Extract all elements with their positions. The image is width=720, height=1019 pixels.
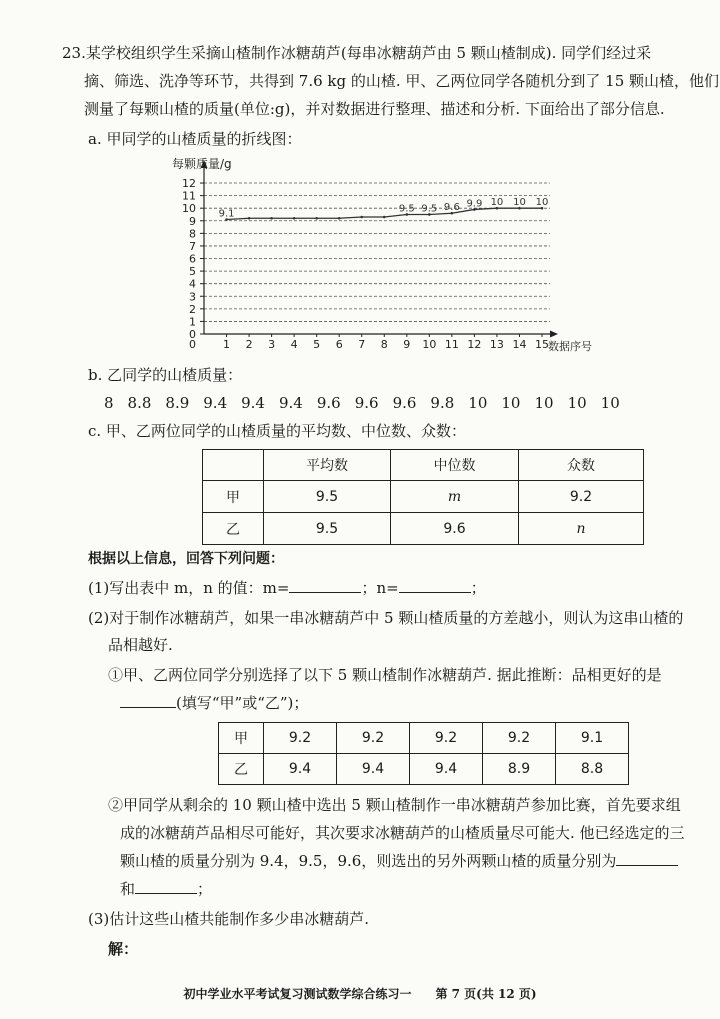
stats-cell: 9.2 — [519, 481, 644, 513]
data-point — [383, 216, 386, 219]
b-value: 8.8 — [127, 394, 152, 412]
q1-line — [88, 577, 486, 599]
m-answer-blank[interactable] — [289, 578, 361, 593]
b-value: 9.4 — [241, 394, 265, 412]
stats-header-row — [203, 450, 644, 481]
stats-cell: m — [391, 481, 519, 513]
stats-header-corner — [203, 450, 264, 481]
stats-cell: 9.6 — [391, 513, 519, 545]
selection-cell: 9.4 — [410, 754, 483, 785]
line-chart — [160, 148, 620, 358]
selection-cell: 甲 — [219, 723, 264, 754]
q2a-line2 — [120, 692, 308, 714]
data-point — [338, 217, 341, 220]
b-value: 8.9 — [165, 394, 190, 412]
y-tick-label: 6 — [189, 252, 196, 266]
selection-cell: 9.2 — [410, 723, 483, 754]
b-value: 9.4 — [203, 394, 228, 412]
better-quality-blank[interactable] — [120, 693, 176, 708]
q23-intro-line3: 测量了每颗山楂的质量(单位:g)，并对数据进行整理、描述和分析. 下面给出了部分信息. — [84, 100, 665, 118]
selection-row-yi — [219, 754, 629, 785]
x-tick-label: 15 — [535, 338, 549, 351]
selection-cell: 9.4 — [337, 754, 410, 785]
q23-intro-line2: 摘、筛选、洗净等环节，共得到 7.6 kg 的山楂. 甲、乙两位同学各随机分到了 15 颗山楂，他们 — [84, 72, 720, 90]
chart-ylabel: 每颗质量/g — [172, 157, 232, 171]
page-footer: 初中学业水平考试复习测试数学综合练习一 第 7 页(共 12 页) — [183, 987, 537, 1001]
x-tick-label: 14 — [512, 338, 527, 351]
fourth-mass-blank[interactable] — [616, 851, 678, 866]
y-tick-label: 10 — [182, 202, 196, 216]
stats-cell: 9.5 — [264, 481, 391, 513]
b-value: 9.6 — [392, 394, 417, 412]
y-tick-label: 1 — [189, 315, 196, 329]
stats-row-yi — [203, 513, 644, 545]
data-point — [315, 217, 318, 220]
part-b-label: b. 乙同学的山楂质量： — [88, 366, 243, 384]
solution-label: 解： — [108, 940, 139, 958]
stats-table — [202, 449, 644, 545]
data-label: 10 — [535, 197, 549, 209]
q2a-hint: (填写“甲”或“乙”)； — [176, 694, 309, 712]
data-point — [270, 217, 273, 220]
q2b-line1: ②甲同学从剩余的 10 颗山楂中选出 5 颗山楂制作一串冰糖葫芦参加比赛，首先要求组 — [108, 796, 681, 814]
x-tick-label: 10 — [422, 338, 437, 351]
q23-intro-line1: 23.某学校组织学生采摘山楂制作冰糖葫芦(每串冰糖葫芦由 5 颗山楂制成). 同学们经过采 — [62, 44, 652, 62]
q2a-line1: ①甲、乙两位同学分别选择了以下 5 颗山楂制作冰糖葫芦. 据此推断：品相更好的是 — [108, 666, 662, 684]
y-tick-label: 2 — [189, 302, 196, 316]
answer-intro: 根据以上信息，回答下列问题： — [88, 551, 284, 567]
x-tick-label: 3 — [268, 338, 276, 351]
fifth-mass-blank[interactable] — [135, 879, 197, 894]
selection-cell: 9.4 — [264, 754, 337, 785]
y-tick-label: 5 — [189, 265, 196, 279]
stats-row-jia — [203, 481, 644, 513]
chart-xlabel: 数据序号 — [548, 340, 592, 353]
q2b-line3 — [120, 850, 678, 872]
q1-sep: ；n= — [361, 579, 399, 597]
x-tick-label: 1 — [223, 338, 231, 351]
data-label: 9.5 — [421, 203, 438, 215]
stats-cell: 乙 — [203, 513, 264, 545]
x-tick-label: 5 — [313, 338, 321, 351]
q2b-line3-text: 颗山楂的质量分别为 9.4，9.5，9.6，则选出的另外两颗山楂的质量分别为 — [120, 852, 617, 870]
data-label: 9.1 — [218, 208, 235, 220]
b-value: 10 — [468, 394, 488, 412]
x-tick-label: 13 — [489, 338, 504, 351]
selection-row-jia — [219, 723, 629, 754]
b-value: 10 — [600, 394, 620, 412]
q1-text: (1)写出表中 m，n 的值：m= — [88, 579, 290, 597]
stats-header-mode: 众数 — [519, 450, 644, 481]
x-tick-label: 7 — [358, 338, 366, 351]
stats-cell: n — [519, 513, 644, 545]
x-tick-label: 11 — [444, 338, 459, 351]
x-axis-arrow — [550, 331, 558, 338]
selection-cell: 8.8 — [556, 754, 629, 785]
data-label: 9.6 — [443, 202, 460, 214]
y-tick-label: 4 — [189, 277, 196, 291]
n-answer-blank[interactable] — [399, 578, 471, 593]
data-point — [293, 217, 296, 220]
x-tick-label: 6 — [335, 338, 343, 351]
selection-cell: 9.1 — [556, 723, 629, 754]
q3-text: (3)估计这些山楂共能制作多少串冰糖葫芦. — [88, 910, 370, 928]
x-tick-label: 8 — [380, 338, 388, 351]
q2b-end: ； — [197, 880, 213, 898]
b-value: 10 — [501, 394, 521, 412]
q2b-line2: 成的冰糖葫芦品相尽可能好，其次要求冰糖葫芦的山楂质量尽可能大. 他已经选定的三 — [120, 824, 685, 842]
data-point — [248, 217, 251, 220]
q2-line2: 品相越好. — [108, 636, 173, 654]
y-tick-label: 7 — [189, 239, 196, 253]
q2-line1: (2)对于制作冰糖葫芦，如果一串冰糖葫芦中 5 颗山楂质量的方差越小，则认为这串山楂的 — [88, 609, 684, 627]
stats-cell: 9.5 — [264, 513, 391, 545]
x-tick-label: 4 — [290, 338, 298, 351]
b-value: 9.8 — [430, 394, 455, 412]
y-tick-label: 3 — [189, 290, 196, 304]
stats-cell: 甲 — [203, 481, 264, 513]
data-label: 9.9 — [466, 198, 483, 210]
chart-axes — [201, 160, 559, 338]
data-point — [360, 216, 363, 219]
stats-header-median: 中位数 — [391, 450, 519, 481]
data-label: 9.5 — [398, 203, 415, 215]
y-tick-label: 9 — [189, 214, 196, 228]
x-tick-label: 2 — [245, 338, 253, 351]
y-tick-label: 11 — [182, 189, 196, 203]
y-tick-label: 8 — [189, 227, 196, 241]
b-value: 9.4 — [278, 394, 303, 412]
stats-header-mean: 平均数 — [264, 450, 391, 481]
q2b-line4 — [120, 878, 212, 900]
y-tick-label: 12 — [182, 177, 196, 191]
b-value: 9.6 — [316, 394, 341, 412]
selection-cell: 9.2 — [337, 723, 410, 754]
selection-cell: 8.9 — [483, 754, 556, 785]
b-value: 10 — [534, 394, 554, 412]
x-tick-label: 12 — [467, 338, 482, 351]
b-value: 10 — [567, 394, 587, 412]
x-tick-label: 9 — [403, 338, 411, 351]
part-c-label: c. 甲、乙两位同学的山楂质量的平均数、中位数、众数： — [88, 422, 466, 440]
q1-end: ； — [470, 579, 486, 597]
data-label: 10 — [490, 197, 504, 209]
b-values-list — [104, 392, 634, 414]
b-value: 9.6 — [354, 394, 379, 412]
x-tick-label: 0 — [189, 338, 196, 351]
selection-cell: 9.2 — [483, 723, 556, 754]
y-tick-label: 0 — [189, 328, 196, 341]
data-label: 10 — [513, 197, 526, 209]
selection-cell: 9.2 — [264, 723, 337, 754]
chart-series — [219, 197, 549, 221]
q2b-and: 和 — [120, 880, 136, 898]
selection-cell: 乙 — [219, 754, 264, 785]
selection-table — [218, 722, 629, 785]
b-value: 8 — [104, 394, 114, 412]
part-a-label: a. 甲同学的山楂质量的折线图： — [88, 130, 302, 148]
